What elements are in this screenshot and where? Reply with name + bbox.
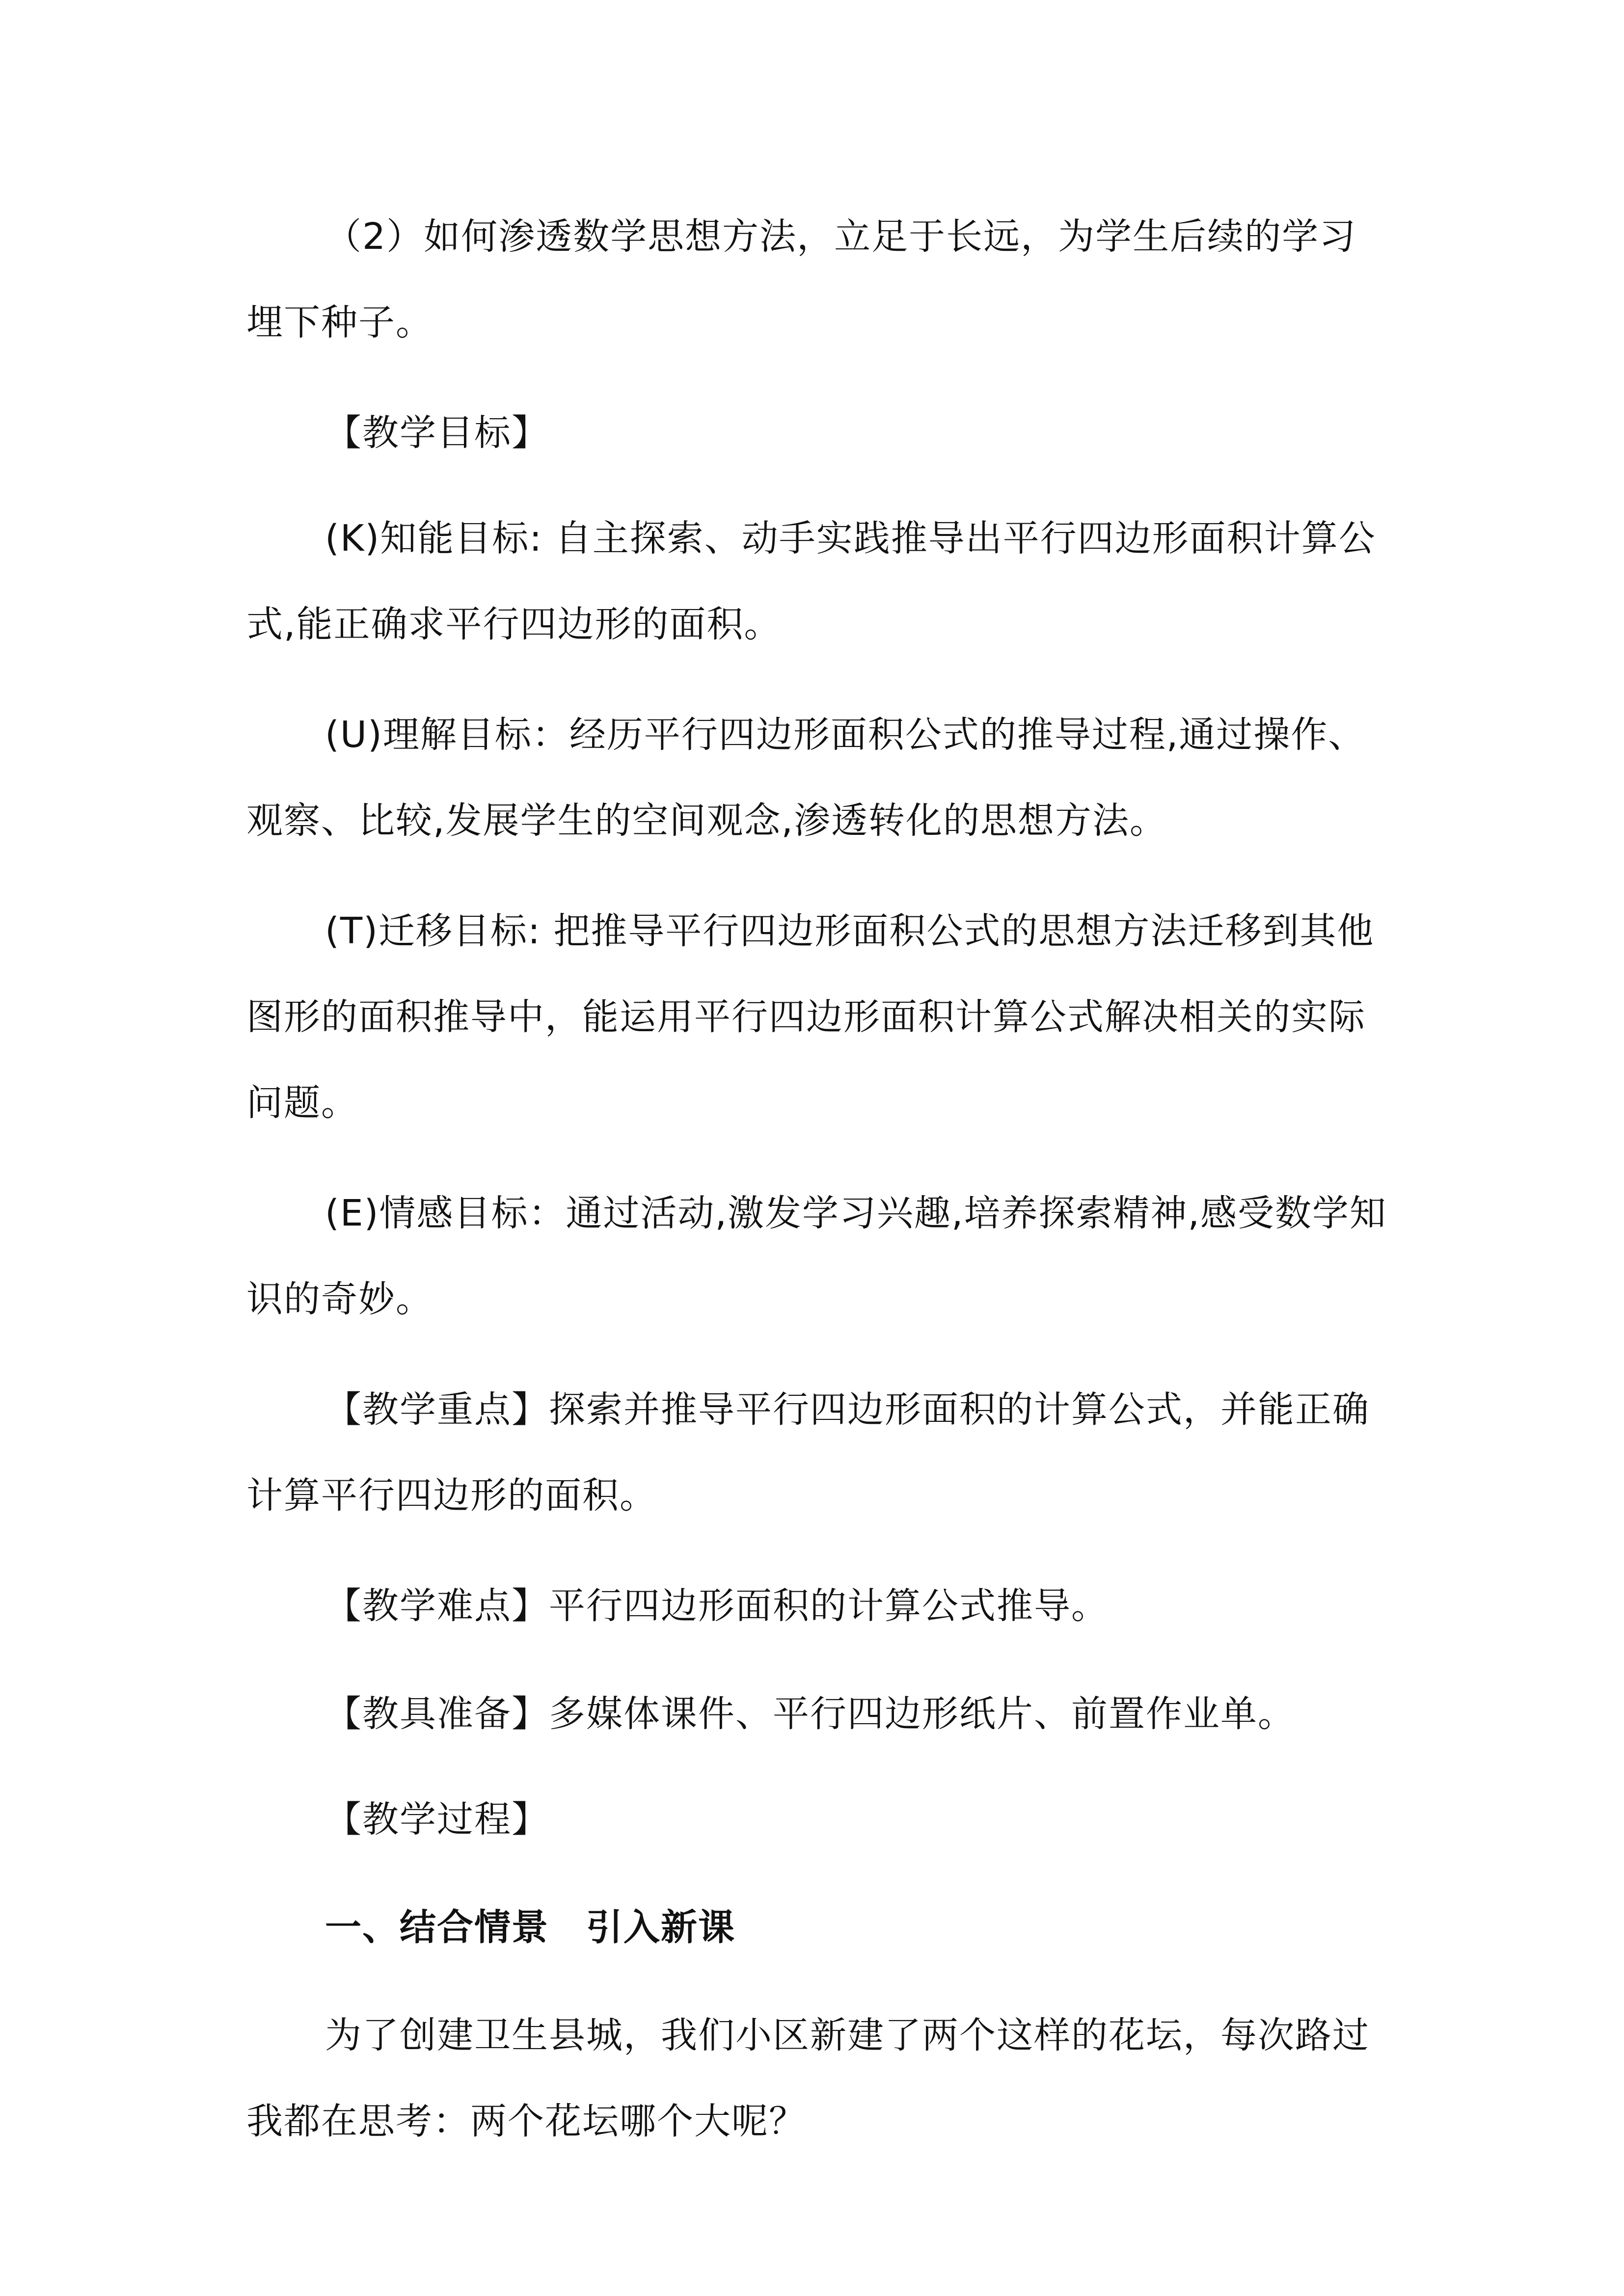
heading-teaching-process: 【教学过程】 xyxy=(325,1798,549,1841)
paragraph-flower-bed-scenario: 为了创建卫生县城，我们小区新建了两个这样的花坛，每次路过我都在思考：两个花坛哪个大呢？ xyxy=(246,2014,1370,2142)
paragraph-teaching-aids: 【教具准备】多媒体课件、平行四边形纸片、前置作业单。 xyxy=(325,1693,1295,1735)
paragraph-understanding-objective: (U)理解目标：经历平行四边形面积公式的推导过程,通过操作、观察、比较,发展学生的空间观念,渗透转化的思想方法。 xyxy=(246,714,1366,842)
section-heading-introduction: 一、结合情景 引入新课 xyxy=(325,1906,735,1949)
paragraph-emotional-objective: (E)情感目标：通过活动,激发学习兴趣,培养探索精神,感受数学知识的奇妙。 xyxy=(246,1192,1387,1320)
heading-teaching-objectives: 【教学目标】 xyxy=(325,412,549,454)
paragraph-thinking-method: （2）如何渗透数学思想方法，立足于长远，为学生后续的学习埋下种子。 xyxy=(246,215,1357,344)
paragraph-teaching-difficulty: 【教学难点】平行四边形面积的计算公式推导。 xyxy=(325,1585,1109,1627)
paragraph-transfer-objective: (T)迁移目标: 把推导平行四边形面积公式的思想方法迁移到其他图形的面积推导中，能运用平行四边形面积计算公式解决相关的实际问题。 xyxy=(246,910,1375,1124)
paragraph-knowledge-objective: (K)知能目标: 自主探索、动手实践推导出平行四边形面积计算公式,能正确求平行四边形的面积。 xyxy=(246,517,1376,645)
paragraph-teaching-focus: 【教学重点】探索并推导平行四边形面积的计算公式，并能正确计算平行四边形的面积。 xyxy=(246,1388,1370,1517)
